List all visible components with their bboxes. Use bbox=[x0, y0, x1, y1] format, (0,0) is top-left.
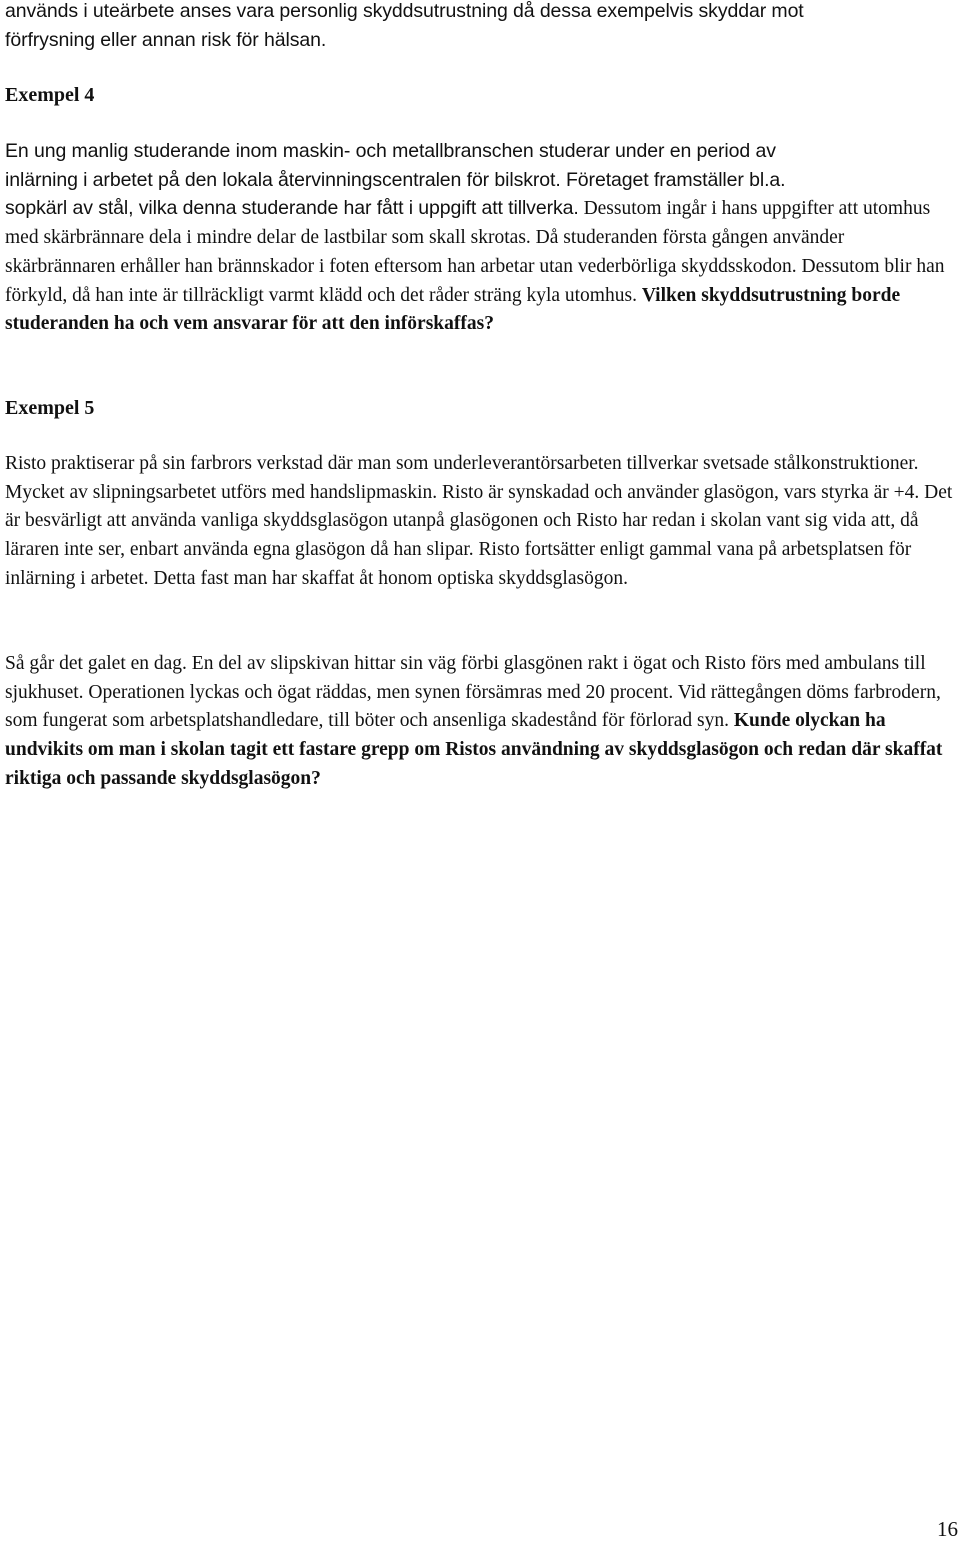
example-5-paragraph-1: Risto praktiserar på sin farbrors verkstad där man som underleverantörsarbeten tillverkar svetsade stålkonstruktioner. Mycket av slipningsarbetet utförs med handslipmaskin. Risto är synskadad och använder glasögon, vars styrka är +4. Det är besvärligt att använda vanliga skyddsglasögon utanpå glasögonen och Risto har redan i skolan vant sig vida att, då läraren inte ser, enbart använda egna glasögon då han slipar. Risto fortsätter enligt gammal vana på arbetsplatsen för inlärning i arbetet. Detta fast man har skaffat åt honom optiska skyddsglasögon. bbox=[5, 453, 953, 589]
example-4-line: sopkärl av stål, vilka denna studerande har fått i uppgift att tillverka. bbox=[5, 197, 579, 220]
example-4-heading: Exempel 4 bbox=[5, 84, 95, 106]
example-4-line: inlärning i arbetet på den lokala återvinningscentralen för bilskrot. Företaget framställer bl.a. bbox=[5, 168, 786, 191]
example-4-paragraph bbox=[5, 137, 957, 339]
example-4-question: Vilken skyddsutrustning borde studeranden ha och vem ansvarar för att den införskaffas? bbox=[5, 284, 901, 335]
intro-paragraph bbox=[5, 0, 957, 54]
example-4-text: Dessutom ingår i hans uppgifter att utomhus med skärbrännare dela i mindre delar de lastbilar som skall skrotas. Då studeranden första gången använder skärbrännaren erhåller han brännskador i foten eftersom han arbetar utan vederbörliga skyddsskodon. Dessutom blir han förkyld, då han inte är tillräckligt varmt klädd och det råder sträng kyla utomhus. bbox=[5, 198, 945, 306]
example-5-question: Kunde olyckan ha undvikits om man i skolan tagit ett fastare grepp om Ristos användning av skyddsglasögon och redan där skaffat riktiga och passande skyddsglasögon? bbox=[5, 710, 943, 789]
example-5-heading: Exempel 5 bbox=[5, 397, 95, 419]
example-5-text: Så går det galet en dag. En del av slipskivan hittar sin väg förbi glasgönen rakt i ögat och Risto förs med ambulans till sjukhuset. Operationen lyckas och ögat räddas, men synen försämras med 20 procent. Vid rättegången döms farbrodern, som fungerat som arbetsplatshandledare, till böter och ansenliga skadestånd för förlorad syn. bbox=[5, 653, 941, 732]
intro-line: förfrysning eller annan risk för hälsan. bbox=[5, 28, 327, 51]
example-5-paragraph-2 bbox=[5, 650, 957, 794]
example-4-body bbox=[5, 194, 957, 339]
intro-line: används i uteärbete anses vara personlig skyddsutrustning då dessa exempelvis skyddar mot bbox=[5, 0, 804, 22]
example-4-line: En ung manlig studerande inom maskin- och metallbranschen studerar under en period av bbox=[5, 140, 776, 162]
page-number: 16 bbox=[937, 1517, 958, 1541]
